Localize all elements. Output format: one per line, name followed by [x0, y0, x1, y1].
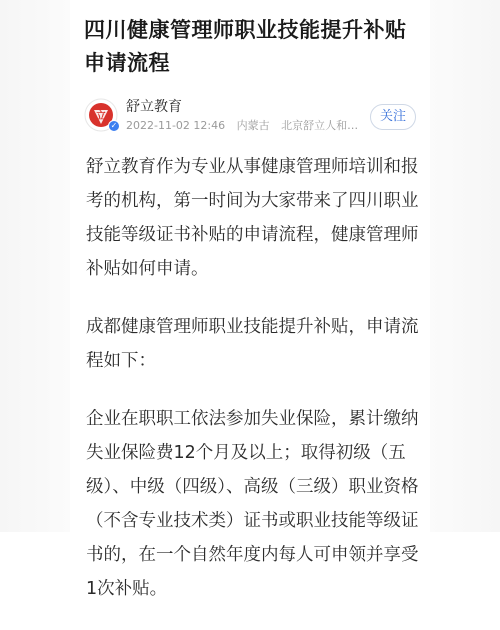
- article-title: 四川健康管理师职业技能提升补贴申请流程: [84, 18, 407, 75]
- follow-button[interactable]: 关注: [370, 104, 416, 130]
- paragraph: 成都健康管理师职业技能提升补贴，申请流程如下：: [86, 317, 419, 371]
- author-row: [84, 96, 420, 140]
- paragraph: 企业在职职工依法参加失业保险，累计缴纳失业保险费12个月及以上；取得初级（五级）、中级（四级）、高级（三级）职业资格（不含专业技术类）证书或职业技能等级证书的，在一个自然年度内每人可申领并享受1次补贴。: [86, 409, 419, 599]
- post-org: 北京舒立人和…: [281, 119, 359, 132]
- left-margin: [0, 0, 70, 532]
- post-meta: [126, 119, 366, 133]
- right-margin: [430, 0, 500, 532]
- post-date: 2022-11-02 12:46: [126, 119, 226, 132]
- verified-icon: ✓: [108, 120, 120, 132]
- author-name[interactable]: 舒立教育: [126, 99, 182, 115]
- avatar-logo-text: 立: [96, 111, 106, 122]
- post-location: 内蒙古: [236, 119, 270, 132]
- article-container: [72, 0, 428, 599]
- paragraph: 舒立教育作为专业从事健康管理师培训和报考的机构，第一时间为大家带来了四川职业技能等级证书补贴的申请流程，健康管理师补贴如何申请。: [86, 157, 419, 279]
- article-body: [86, 150, 426, 630]
